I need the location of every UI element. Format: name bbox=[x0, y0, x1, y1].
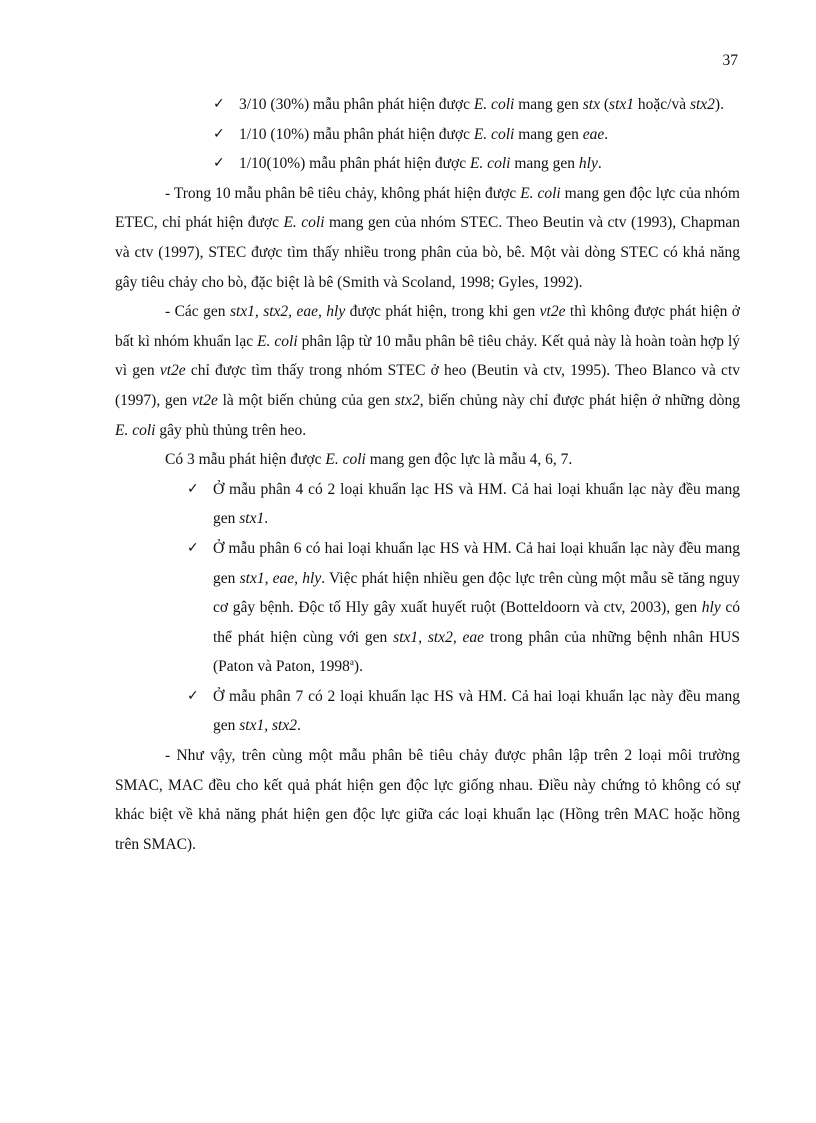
italic-term: E. coli bbox=[115, 421, 156, 439]
paragraph-samples: Có 3 mẫu phát hiện được E. coli mang gen độc lực là mẫu 4, 6, 7. bbox=[165, 451, 573, 469]
document-body bbox=[115, 90, 740, 859]
list-item bbox=[187, 682, 740, 741]
list-item-text: Ở mẫu phân 4 có 2 loại khuẩn lạc HS và HM. Cả hai loại khuẩn lạc này đều mang gen stx1. bbox=[213, 480, 740, 528]
check-icon: ✓ bbox=[213, 125, 225, 142]
italic-term: E. coli bbox=[283, 214, 325, 232]
italic-term: stx1, eae, hly bbox=[239, 569, 322, 587]
italic-term: stx bbox=[582, 96, 600, 113]
italic-term: E. coli bbox=[473, 96, 515, 113]
italic-term: E. coli bbox=[469, 155, 511, 173]
italic-term: eae bbox=[582, 125, 605, 143]
italic-term: stx1 bbox=[609, 96, 634, 113]
list-item-text: Ở mẫu phân 7 có 2 loại khuẩn lạc HS và HM. Cả hai loại khuẩn lạc này đều mang gen stx1, stx2. bbox=[213, 687, 740, 735]
italic-term: E. coli bbox=[473, 125, 515, 143]
italic-term: E. coli bbox=[257, 332, 298, 350]
italic-term: hly bbox=[578, 155, 598, 173]
italic-term: E. coli bbox=[325, 451, 366, 469]
paragraph-etec-stec: - Trong 10 mẫu phân bê tiêu chảy, không phát hiện được E. coli mang gen độc lực của nhóm ETEC, chỉ phát hiện được E. coli mang gen của nhóm STEC. Theo Beutin và ctv (1993), Chapman và ctv (1997), STEC được tìm thấy nhiều trong phân của bò, bê. Một vài dòng STEC có khả năng gây tiêu chảy cho bò, đặc biệt là bê (Smith và Scoland, 1998; Gyles, 1992). bbox=[115, 184, 741, 291]
italic-term: vt2e bbox=[539, 303, 566, 321]
list-item bbox=[187, 534, 740, 682]
check-icon: ✓ bbox=[213, 155, 225, 172]
list-item-text: 1/10 (10%) mẫu phân phát hiện được E. coli mang gen eae. bbox=[239, 125, 609, 143]
list-item bbox=[187, 475, 740, 534]
italic-term: stx2 bbox=[394, 391, 420, 409]
italic-term: hly bbox=[701, 599, 721, 617]
italic-term: vt2e bbox=[192, 391, 218, 409]
italic-term: stx1 bbox=[239, 510, 265, 528]
list-item bbox=[213, 149, 740, 179]
list-item bbox=[213, 90, 740, 120]
italic-term: stx1, stx2, eae bbox=[393, 628, 485, 646]
list-item-text: Ở mẫu phân 6 có hai loại khuẩn lạc HS và HM. Cả hai loại khuẩn lạc này đều mang gen stx1, eae, hly. Việc phát hiện nhiều gen độc lực trên cùng một mẫu sẽ tăng nguy cơ gây bệnh. Độc tố Hly gây xuất huyết ruột (Botteldoorn và ctv, 2003), gen hly có thể phát hiện cùng với gen stx1, stx2, eae trong phân của những bệnh nhân HUS (Paton và Paton, 1998$^a$). bbox=[213, 539, 740, 676]
list-item-text: 1/10(10%) mẫu phân phát hiện được E. coli mang gen hly. bbox=[239, 155, 602, 173]
check-icon: ✓ bbox=[187, 687, 199, 704]
italic-term: vt2e bbox=[159, 362, 186, 380]
page-number: 37 bbox=[722, 52, 738, 69]
italic-term: stx2 bbox=[689, 96, 715, 113]
sample-list bbox=[187, 475, 740, 741]
superscript: a bbox=[349, 657, 354, 668]
italic-term: stx1, stx2 bbox=[239, 717, 297, 735]
check-icon: ✓ bbox=[187, 480, 199, 497]
paragraph-conclusion: - Như vậy, trên cùng một mẫu phân bê tiêu chảy được phân lập trên 2 loại môi trường SMAC, MAC đều cho kết quả phát hiện gen độc lực giống nhau. Điều này chứng tỏ không có sự khác biệt về khả năng phát hiện gen độc lực giữa các loại khuẩn lạc (Hồng trên MAC hoặc hồng trên SMAC). bbox=[115, 747, 740, 853]
list-item-text: 3/10 (30%) mẫu phân phát hiện được E. coli mang gen stx (stx1 hoặc/và stx2). bbox=[239, 96, 724, 113]
result-list bbox=[213, 90, 740, 179]
italic-term: E. coli bbox=[520, 184, 561, 202]
check-icon: ✓ bbox=[213, 96, 225, 112]
italic-term: stx1, stx2, eae, hly bbox=[229, 303, 346, 321]
check-icon: ✓ bbox=[187, 539, 199, 556]
list-item bbox=[213, 120, 740, 150]
paragraph-genes: - Các gen stx1, stx2, eae, hly được phát hiện, trong khi gen vt2e thì không được phát hiện ở bất kì nhóm khuẩn lạc E. coli phân lập từ 10 mẫu phân bê tiêu chảy. Kết quả này là hoàn toàn hợp lý vì gen vt2e chỉ được tìm thấy trong nhóm STEC ở heo (Beutin và ctv, 1995). Theo Blanco và ctv (1997), gen vt2e là một biến chủng của gen stx2, biến chủng này chỉ được phát hiện ở những dòng E. coli gây phù thủng trên heo. bbox=[115, 303, 741, 439]
